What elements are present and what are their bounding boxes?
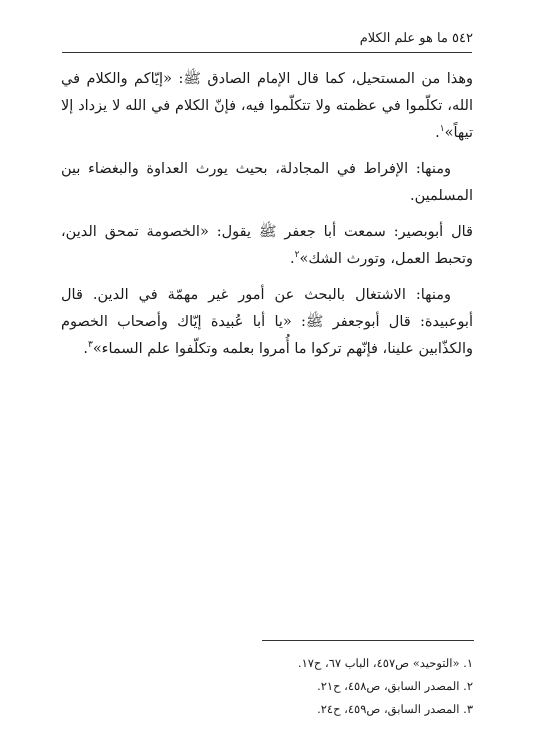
paragraph [61, 282, 473, 363]
running-head: ٥٤٢ ما هو علم الكلام [359, 31, 473, 46]
footnote-item: ٣. المصدر السابق، ص٤٥٩، ح٢٤. [317, 702, 473, 716]
paragraph-text: ومنها: الاشتغال بالبحث عن أمور غير مهمّة في الدين. قال أبوعبيدة: قال أبوجعفر ﷺ: «يا أبا عُبيدة إيّاك وأصحاب الخصوم والكذّابين علينا، فإنّهم تركوا ما أُمروا بعلمه وتكلّفوا علم السماء» [61, 287, 473, 357]
paragraph-text: قال أبوبصير: سمعت أبا جعفر ﷺ يقول: «الخصومة تمحق الدين، وتحبط العمل، وتورث الشك» [61, 224, 473, 267]
paragraph-end: . [83, 341, 88, 357]
paragraph [61, 219, 473, 273]
paragraph [61, 66, 473, 147]
header-rule [62, 52, 472, 53]
paragraph [61, 156, 473, 210]
footnote-ref: ١ [439, 124, 445, 135]
paragraph-text: ومنها: الإفراط في المجادلة، بحيث يورث العداوة والبغضاء بين المسلمين. [61, 161, 473, 204]
footnote-rule [262, 640, 474, 641]
paragraph-end: . [290, 251, 295, 267]
footnote-item: ١. «التوحيد» ص٤٥٧، الباب ٦٧، ح١٧. [297, 656, 473, 670]
paragraph-end: . [435, 125, 440, 141]
main-text [61, 66, 473, 372]
footnotes [61, 652, 473, 721]
footnote-ref: ٢ [294, 250, 300, 261]
footnote-ref: ٣ [87, 340, 93, 351]
footnote-item: ٢. المصدر السابق، ص٤٥٨، ح٢١. [317, 679, 473, 693]
paragraph-text: وهذا من المستحيل، كما قال الإمام الصادق ﷺ: «إيّاكم والكلام في الله، تكلّموا في عظمته ولا تتكلّموا فيه، فإنّ الكلام في الله لا يزداد إلا تيهاً» [61, 71, 473, 141]
